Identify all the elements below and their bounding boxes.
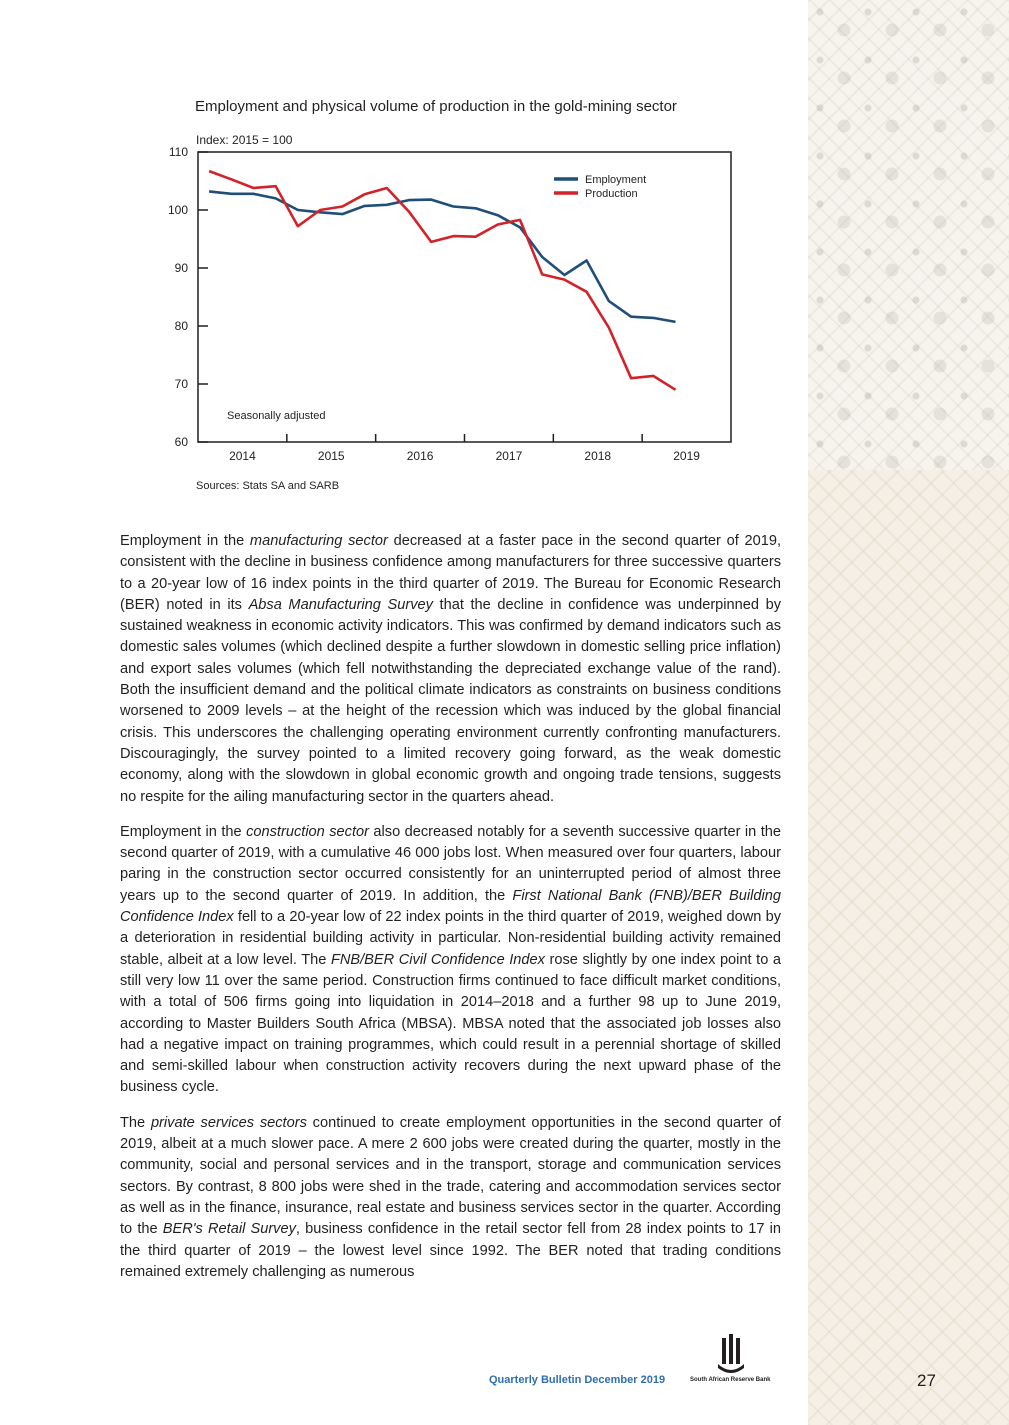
series-line-employment	[209, 191, 675, 322]
italic-term: First National Bank (FNB)/BER Building Confidence Index	[120, 887, 781, 926]
text-run: , business confidence in the retail sector fell from 28 index points to 17 in the third quarter of 2019 – the lowest level since 1992. The BER noted that trading conditions remained extremely challenging as numerous	[120, 1221, 781, 1280]
legend-label-production: Production	[585, 188, 638, 200]
page-number: 27	[917, 1371, 936, 1390]
sarb-logo-icon	[716, 1334, 746, 1376]
footer-bank-name: South African Reserve Bank	[690, 1377, 771, 1383]
x-tick-label: 2014	[229, 449, 256, 463]
y-tick-label: 60	[174, 435, 188, 449]
text-run: fell to a 20-year low of 22 index points in the third quarter of 2019, weighed down by a deterioration in residential building activity in particular. Non-residential building activity remained stable, albeit at a low level. The	[120, 909, 782, 968]
text-run: that the decline in confidence was underpinned by sustained weakness in economic activity indicators. This was confirmed by demand indicators such as domestic sales volumes (which declined despite a further slowdown in domestic selling price inflation) and export sales volumes (which fell notwithstanding the depreciated exchange value of the rand). Both the insufficient demand and the political climate indicators as constraints on business conditions worsened to 2009 levels – at the height of the recession which was induced by the global financial crisis. This underscores the challenging operating environment currently confronting manufacturers. Discouragingly, the survey pointed to a limited recovery going forward, as the weak domestic economy, along with the slowdown in global economic growth and ongoing trade tensions, suggests no respite for the ailing manufacturing sector in the quarters ahead.	[120, 596, 782, 805]
x-tick-label: 2018	[584, 449, 612, 463]
italic-term: BER's Retail Survey	[162, 1221, 296, 1238]
footer-publication: Quarterly Bulletin December 2019	[489, 1374, 666, 1386]
text-run: rose slightly by one index point to a still very low 11 over the same period. Construction firms continued to face difficult market conditions, with a total of 506 firms going into liquidation in 2014–2018 and a further 98 up to June 2019, according to Master Builders South Africa (MBSA). MBSA noted that the associated job losses also had a negative impact on training programmes, which could result in a perennial shortage of skilled and semi-skilled labour when construction activity recovers during the next upward phase of the business cycle.	[120, 951, 781, 1096]
y-tick-label: 110	[168, 145, 188, 159]
decorative-side-band-lower	[808, 470, 1009, 1425]
chart-subtitle: Index: 2015 = 100	[196, 133, 293, 147]
paragraph-construction	[120, 822, 781, 1099]
chart-note: Seasonally adjusted	[227, 410, 326, 422]
article-body	[120, 531, 781, 1297]
text-run: also decreased notably for a seventh successive quarter in the second quarter of 2019, with a cumulative 46 000 jobs lost. When measured over four quarters, labour paring in the construction sector occurred consistently for an uninterrupted period of almost three years up to the second quarter of 2019. In addition, the	[120, 823, 781, 904]
italic-term: manufacturing sector	[249, 533, 388, 549]
paragraph-private-services	[120, 1113, 781, 1283]
decorative-side-band	[808, 0, 1009, 1425]
text-run: The	[120, 1114, 151, 1131]
x-tick-label: 2019	[673, 449, 700, 463]
y-tick-label: 70	[174, 377, 188, 391]
x-tick-label: 2017	[495, 449, 523, 463]
paragraph-manufacturing	[120, 531, 781, 808]
x-tick-label: 2015	[317, 449, 345, 463]
plot-frame	[198, 152, 731, 442]
gold-mining-chart	[150, 128, 750, 473]
chart-sources: Sources: Stats SA and SARB	[196, 480, 340, 492]
text-run: Employment in the	[120, 533, 250, 549]
italic-term: FNB/BER Civil Confidence Index	[330, 951, 545, 968]
y-tick-label: 90	[174, 261, 188, 275]
x-tick-label: 2016	[406, 449, 434, 463]
italic-term: construction sector	[246, 823, 369, 840]
y-tick-label: 80	[174, 319, 188, 333]
text-run: continued to create employment opportunities in the second quarter of 2019, albeit at a much slower pace. A mere 2 600 jobs were created during the quarter, mostly in the community, social and personal services and in the transport, storage and communication services sectors. By contrast, 8 800 jobs were shed in the trade, catering and accommodation services sector as well as in the finance, insurance, real estate and business services sector in the quarter. According to the	[120, 1114, 781, 1238]
legend-label-employment: Employment	[585, 174, 647, 186]
italic-term: Absa Manufacturing Survey	[248, 596, 433, 613]
text-run: Employment in the	[120, 823, 247, 840]
italic-term: private services sectors	[150, 1114, 307, 1131]
text-run: decreased at a faster pace in the second quarter of 2019, consistent with the decline in business confidence among manufacturers for three successive quarters to a 20-year low of 16 index points in the third quarter of 2019. The Bureau for Economic Research (BER) noted in its	[120, 533, 782, 613]
y-tick-label: 100	[167, 203, 188, 217]
chart-title: Employment and physical volume of production in the gold-mining sector	[195, 98, 677, 115]
